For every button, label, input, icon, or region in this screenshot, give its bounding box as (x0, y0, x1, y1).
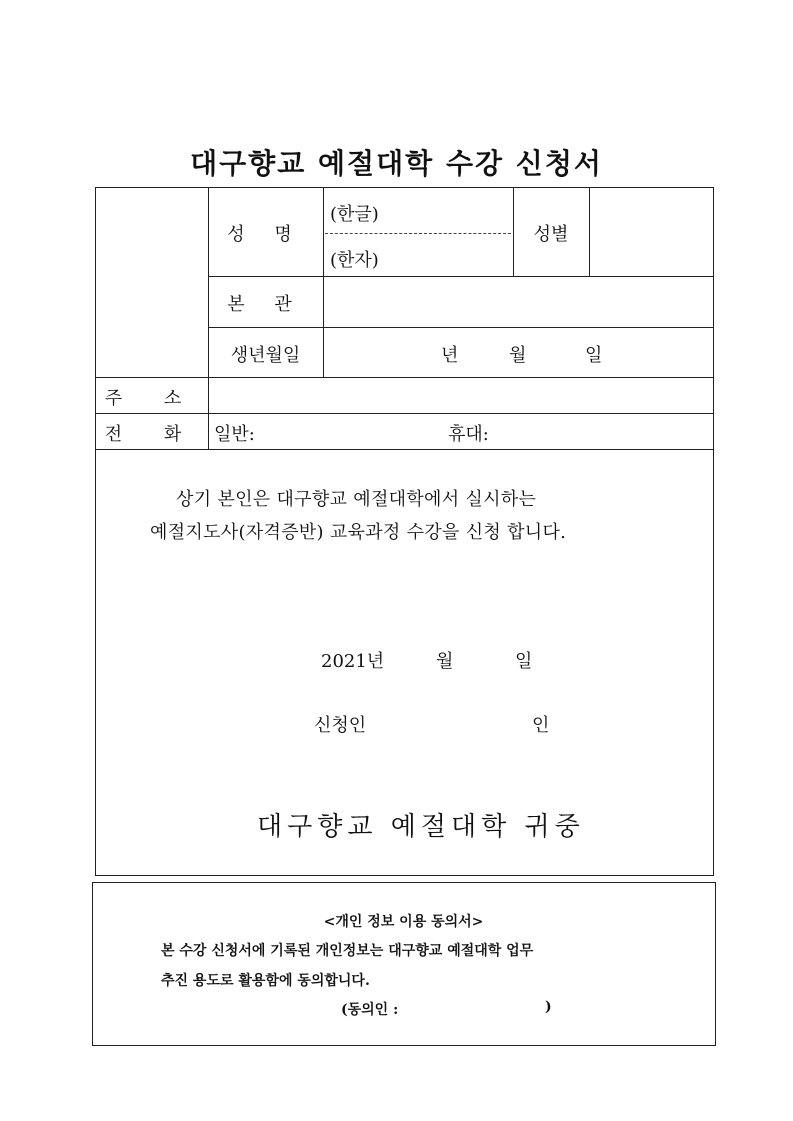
consent-signer-close: ) (545, 999, 552, 1015)
statement-line-1: 상기 본인은 대구향교 예절대학에서 실시하는 (176, 489, 537, 510)
date-month: 월 (436, 651, 454, 672)
consent-line-2: 추진 용도로 활용함에 동의합니다. (161, 973, 370, 989)
divider (96, 449, 714, 450)
page-title: 대구향교 예절대학 수강 신청서 (190, 147, 603, 180)
address-label: 주 소 (104, 388, 200, 409)
statement-line-2: 예절지도사(자격증반) 교육과정 수강을 신청 합니다. (150, 522, 567, 543)
birth-day-label: 일 (585, 345, 603, 366)
consent-heading: <개인 정보 이용 동의서> (323, 914, 484, 930)
date-day: 일 (515, 651, 533, 672)
birth-field[interactable] (324, 328, 714, 377)
bongwan-label: 본 관 (227, 294, 304, 315)
seal-mark: 인 (532, 715, 550, 736)
phone-general-field[interactable] (266, 415, 436, 448)
consent-line-1: 본 수강 신청서에 기록된 개인정보는 대구향교 예절대학 업무 (161, 943, 534, 959)
name-divider-dashed (325, 233, 511, 234)
birth-month-label: 월 (509, 345, 527, 366)
name-hanja-label: (한자) (330, 250, 379, 271)
phone-mobile-field[interactable] (501, 415, 711, 448)
phone-label: 전 화 (104, 424, 200, 445)
gender-label: 성별 (533, 224, 569, 245)
birth-label: 생년월일 (230, 345, 301, 366)
phone-general-label: 일반: (214, 424, 255, 445)
divider (96, 413, 714, 414)
gender-field[interactable] (590, 188, 714, 276)
bongwan-field[interactable] (324, 277, 714, 327)
name-label: 성 명 (227, 224, 304, 245)
birth-year-label: 년 (441, 345, 459, 366)
consent-signer-field[interactable] (415, 993, 540, 1019)
consent-box (92, 882, 716, 1046)
name-hanja-field[interactable] (416, 238, 506, 272)
name-hangul-field[interactable] (416, 194, 506, 228)
address-field[interactable] (209, 378, 714, 413)
consent-signer-label: (동의인 : (341, 1002, 399, 1018)
date-year: 2021년 (321, 651, 385, 672)
application-form (95, 187, 714, 876)
photo-area (96, 188, 208, 377)
recipient: 대구향교 예절대학 귀중 (257, 812, 585, 842)
name-hangul-label: (한글) (330, 204, 379, 225)
applicant-name-field[interactable] (376, 703, 526, 735)
applicant-label: 신청인 (314, 715, 367, 736)
phone-mobile-label: 휴대: (448, 424, 489, 445)
